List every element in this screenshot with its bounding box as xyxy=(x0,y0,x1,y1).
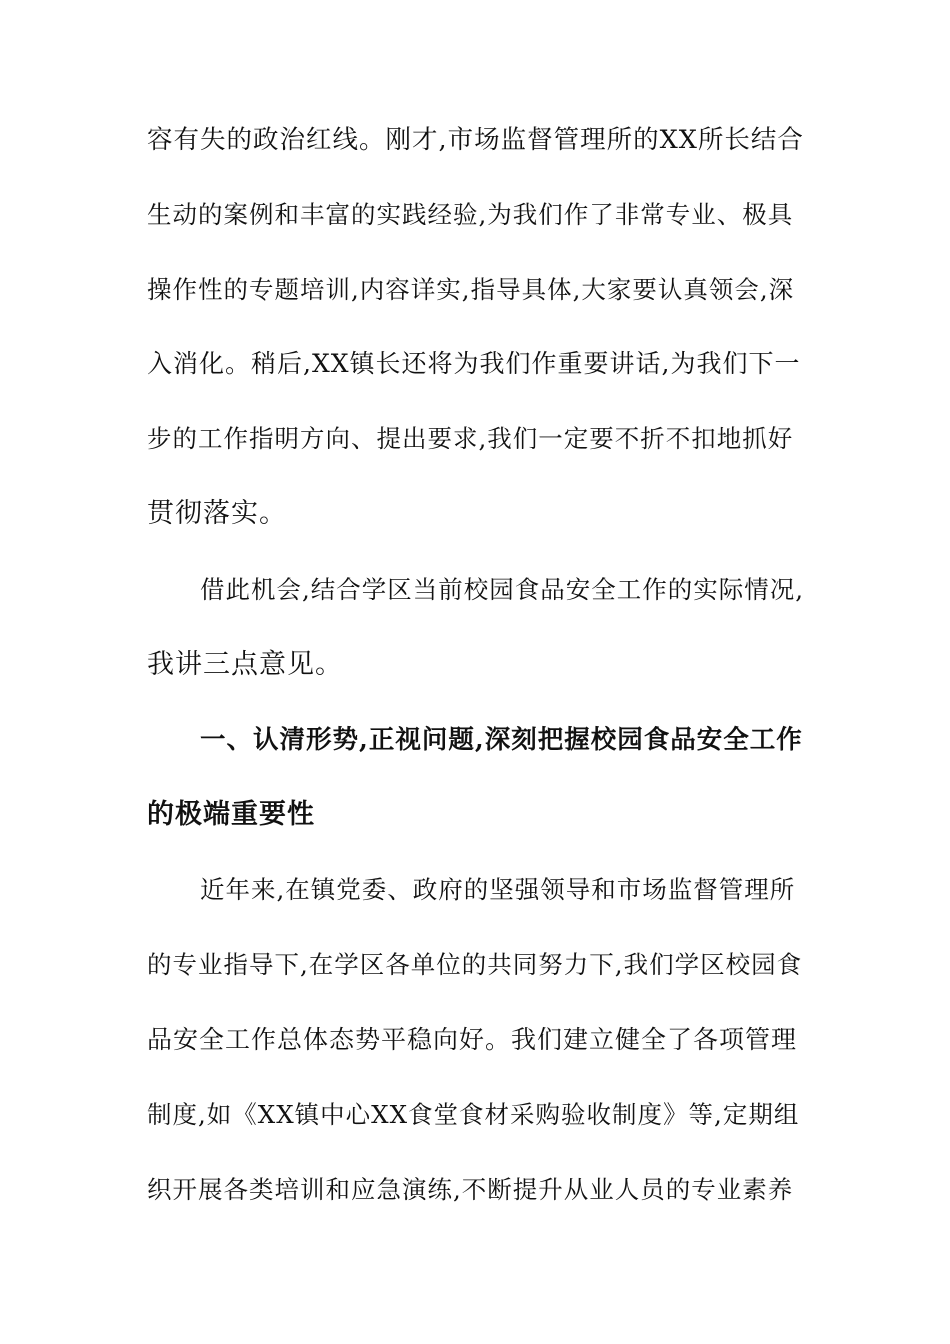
text-line: 容有失的政治红线。刚才,市场监督管理所的XX所长结合 xyxy=(147,125,804,155)
text-line: 入消化。稍后,XX镇长还将为我们作重要讲话,为我们下一 xyxy=(147,349,801,378)
paragraph-first-line: 近年来,在镇党委、政府的坚强领导和市场监督管理所 xyxy=(200,875,796,904)
text-line: 贯彻落实。 xyxy=(147,498,287,529)
text-line: 操作性的专题培训,内容详实,指导具体,大家要认真领会,深 xyxy=(147,275,795,304)
section-heading: 一、认清形势,正视问题,深刻把握校园食品安全工作 xyxy=(200,725,803,755)
text-line: 我讲三点意见。 xyxy=(147,649,343,680)
text-line: 制度,如《XX镇中心XX食堂食材采购验收制度》等,定期组 xyxy=(147,1100,800,1129)
paragraph-first-line: 借此机会,结合学区当前校园食品安全工作的实际情况, xyxy=(200,575,805,604)
text-line: 织开展各类培训和应急演练,不断提升从业人员的专业素养 xyxy=(147,1175,794,1204)
section-heading-continued: 的极端重要性 xyxy=(147,799,315,830)
text-line: 品安全工作总体态势平稳向好。我们建立健全了各项管理 xyxy=(147,1025,798,1054)
text-line: 生动的案例和丰富的实践经验,为我们作了非常专业、极具 xyxy=(147,200,794,229)
text-line: 的专业指导下,在学区各单位的共同努力下,我们学区校园食 xyxy=(147,950,803,979)
text-line: 步的工作指明方向、提出要求,我们一定要不折不扣地抓好 xyxy=(147,424,794,453)
